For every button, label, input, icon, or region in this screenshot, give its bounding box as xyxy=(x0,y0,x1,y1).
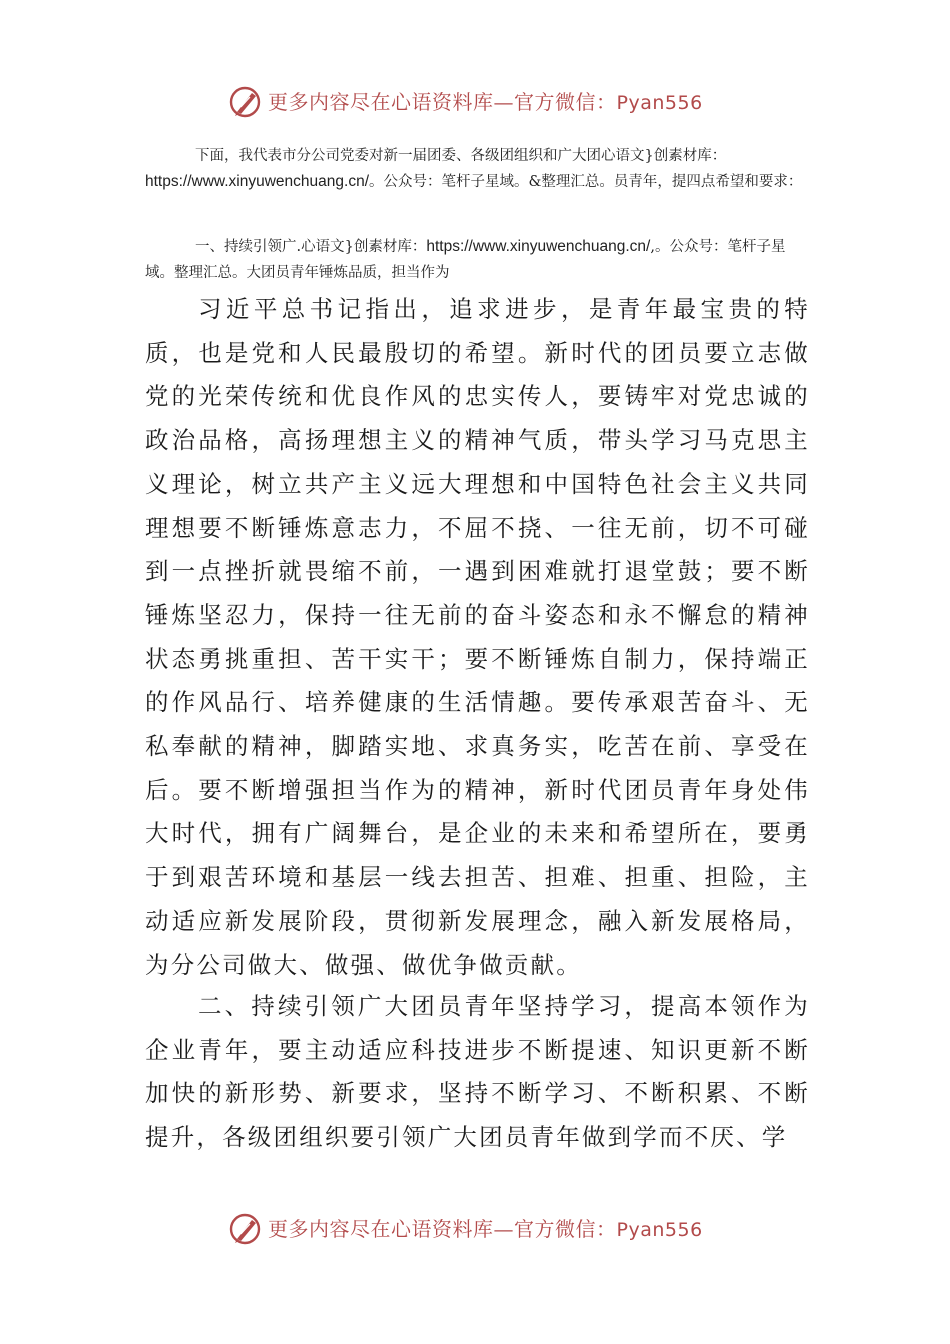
banner-handle: Pyan556 xyxy=(616,92,703,114)
paragraph-text: 二、持续引领广大团员青年坚持学习，提高本领作为企业青年，要主动适应科技进步不断提速、知识更新不断加快的新形势、新要求，坚持不断学习、不断积累、不断提升，各级团组织要引领广大团员青年做到学而不厌、学 xyxy=(145,992,810,1152)
intro-line: 下面，我代表市分公司党委对新一届团委、各级团组织和广大团心语文}创素材库： xyxy=(195,148,727,164)
banner-handle: Pyan556 xyxy=(616,1219,703,1241)
body-paragraph-1 xyxy=(145,288,810,987)
item-one-url: https://www.xinyuwenchuang.cn/ xyxy=(426,238,651,255)
banner-message: 更多内容尽在心语资料库—官方微信： xyxy=(268,90,617,114)
banner-text xyxy=(268,86,703,119)
banner-message: 更多内容尽在心语资料库—官方微信： xyxy=(268,1217,617,1241)
intro-paragraph xyxy=(145,143,810,195)
footer-watermark-banner xyxy=(0,1209,950,1249)
intro-rest: 。公众号：笔杆子星域。&整理汇总。员青年，提四点希望和要求： xyxy=(369,174,803,190)
header-watermark-banner xyxy=(0,82,950,122)
intro-url: https://www.xinyuwenchuang.cn/ xyxy=(145,173,370,190)
banner-text xyxy=(268,1213,703,1246)
pen-nib-logo-icon xyxy=(228,85,262,119)
pen-nib-logo-icon xyxy=(228,1212,262,1246)
item-one-prefix: 一、持续引领广.心语文}创素材库： xyxy=(195,239,427,255)
item-one-heading xyxy=(145,234,810,286)
item-one-rest: ,。公众号：笔杆子星域。整理汇总。大团员青年锤炼品质，担当作为 xyxy=(145,239,786,281)
body-paragraph-2 xyxy=(145,985,810,1160)
paragraph-text: 习近平总书记指出，追求进步，是青年最宝贵的特质，也是党和人民最殷切的希望。新时代的团员要立志做党的光荣传统和优良作风的忠实传人，要铸牢对党忠诚的政治品格，高扬理想主义的精神气质，带头学习马克思主义理论，树立共产主义远大理想和中国特色社会主义共同理想要不断锤炼意志力，不屈不挠、一往无前，切不可碰到一点挫折就畏缩不前，一遇到困难就打退堂鼓；要不断锤炼坚忍力，保持一往无前的奋斗姿态和永不懈怠的精神状态勇挑重担、苦干实干；要不断锤炼自制力，保持端正的作风品行、培养健康的生活情趣。要传承艰苦奋斗、无私奉献的精神，脚踏实地、求真务实，吃苦在前、享受在后。要不断增强担当作为的精神，新时代团员青年身处伟大时代，拥有广阔舞台，是企业的未来和希望所在，要勇于到艰苦环境和基层一线去担苦、担难、担重、担险，主动适应新发展阶段，贯彻新发展理念，融入新发展格局，为分公司做大、做强、做优争做贡献。 xyxy=(145,295,810,979)
